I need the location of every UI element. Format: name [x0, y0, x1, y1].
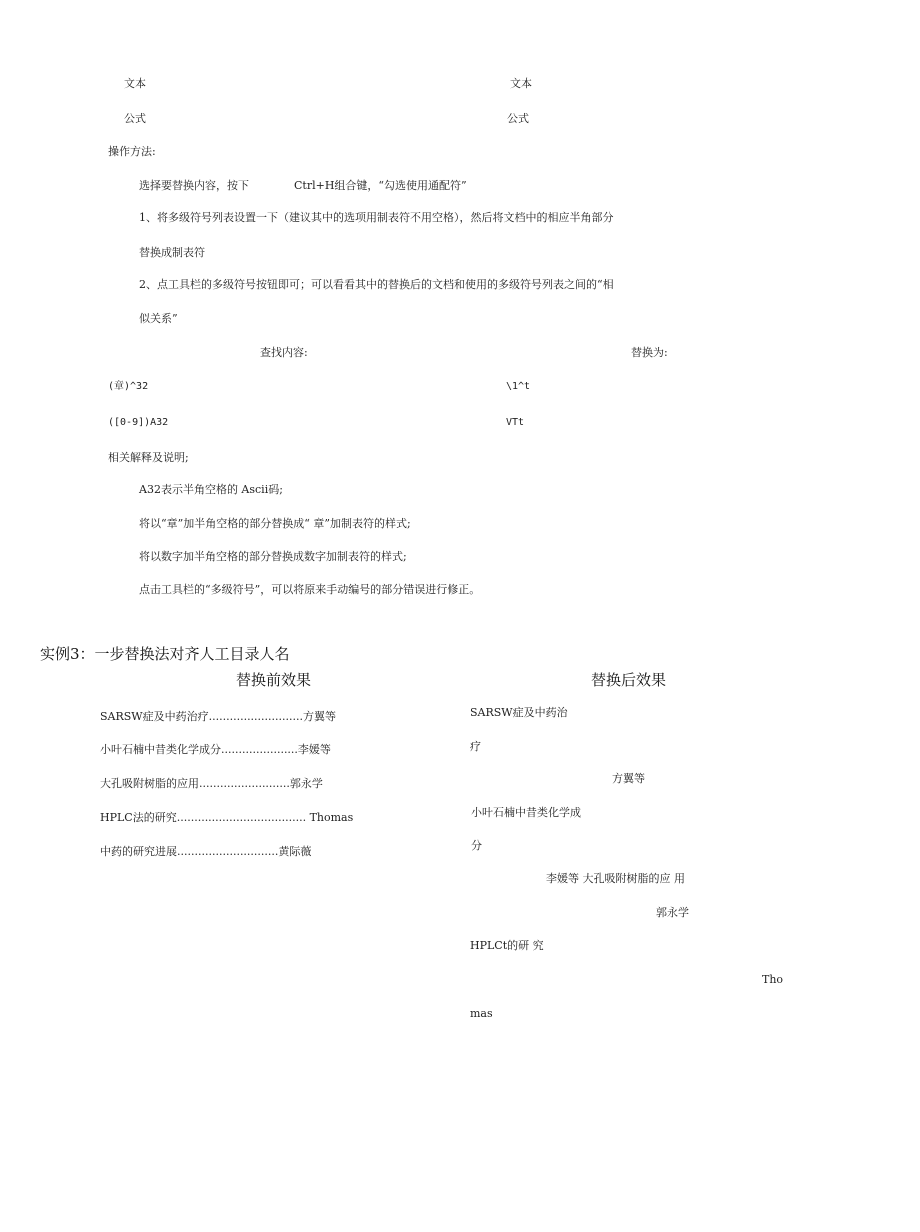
replace-row-1: \1^t	[506, 381, 531, 392]
before-item: 大孔吸附树脂的应用..........................郭永学	[100, 777, 323, 790]
find-row-2: ([0-9])A32	[108, 417, 169, 428]
operation-line-4: 2、点工具栏的多级符号按钮即可；可以看看其中的替换后的文档和使用的多级符号列表之间的“相	[139, 278, 614, 291]
before-effect-header: 替换前效果	[236, 671, 312, 689]
operation-line-1b: Ctrl+H组合键，“勾选使用通配符”	[294, 179, 467, 192]
find-row-1: (章)^32	[108, 381, 149, 392]
after-effect-header: 替换后效果	[591, 671, 667, 689]
explanation-line-4: 点击工具栏的“多级符号”，可以将原来手动编号的部分错误进行修正。	[139, 583, 481, 596]
operation-line-5: 似关系”	[139, 312, 178, 325]
after-item: 郭永学	[656, 906, 689, 919]
after-item: Tho	[762, 973, 784, 986]
before-item: 小叶石楠中昔类化学成分......................李媛等	[100, 743, 331, 756]
after-item: 李媛等 大孔吸附树脂的应 用	[546, 872, 685, 885]
explanation-line-2: 将以“章”加半角空格的部分替换成“ 章”加制表符的样式;	[139, 517, 411, 530]
replace-row-2: VTt	[506, 417, 525, 428]
operation-line-1a: 选择要替换内容，按下	[139, 179, 249, 192]
example3-heading: 实例3：一步替换法对齐人工目录人名	[40, 645, 290, 663]
right-formula-label: 公式	[507, 112, 529, 125]
before-item: SARSW症及中药治疗...........................方翼等	[100, 710, 337, 723]
explanation-title: 相关解释及说明;	[108, 451, 189, 464]
right-text-label: 文本	[510, 77, 532, 90]
after-item: SARSW症及中药治	[470, 706, 568, 719]
explanation-line-3: 将以数字加半角空格的部分替换成数字加制表符的样式;	[139, 550, 407, 563]
find-header: 查找内容:	[260, 346, 308, 359]
operation-line-3: 替换成制表符	[139, 246, 205, 259]
before-item: 中药的研究进展.............................黄际薇	[100, 845, 312, 858]
after-item: 疗	[470, 740, 481, 753]
after-item: 分	[471, 839, 482, 852]
left-text-label: 文本	[124, 77, 146, 90]
after-item: mas	[470, 1007, 493, 1020]
before-item: HPLC法的研究..................................... Thomas	[100, 811, 354, 824]
after-item: 小叶石楠中昔类化学成	[471, 806, 581, 819]
after-item: 方翼等	[612, 772, 645, 785]
explanation-line-1: A32表示半角空格的 Ascii码;	[139, 483, 283, 496]
operation-title: 操作方法:	[108, 145, 156, 158]
after-item: HPLCt的研 究	[470, 939, 544, 952]
replace-header: 替换为:	[631, 346, 668, 359]
operation-line-2: 1、将多级符号列表设置一下（建议其中的选项用制表符不用空格），然后将文档中的相应半角部分	[139, 211, 614, 224]
left-formula-label: 公式	[124, 112, 146, 125]
